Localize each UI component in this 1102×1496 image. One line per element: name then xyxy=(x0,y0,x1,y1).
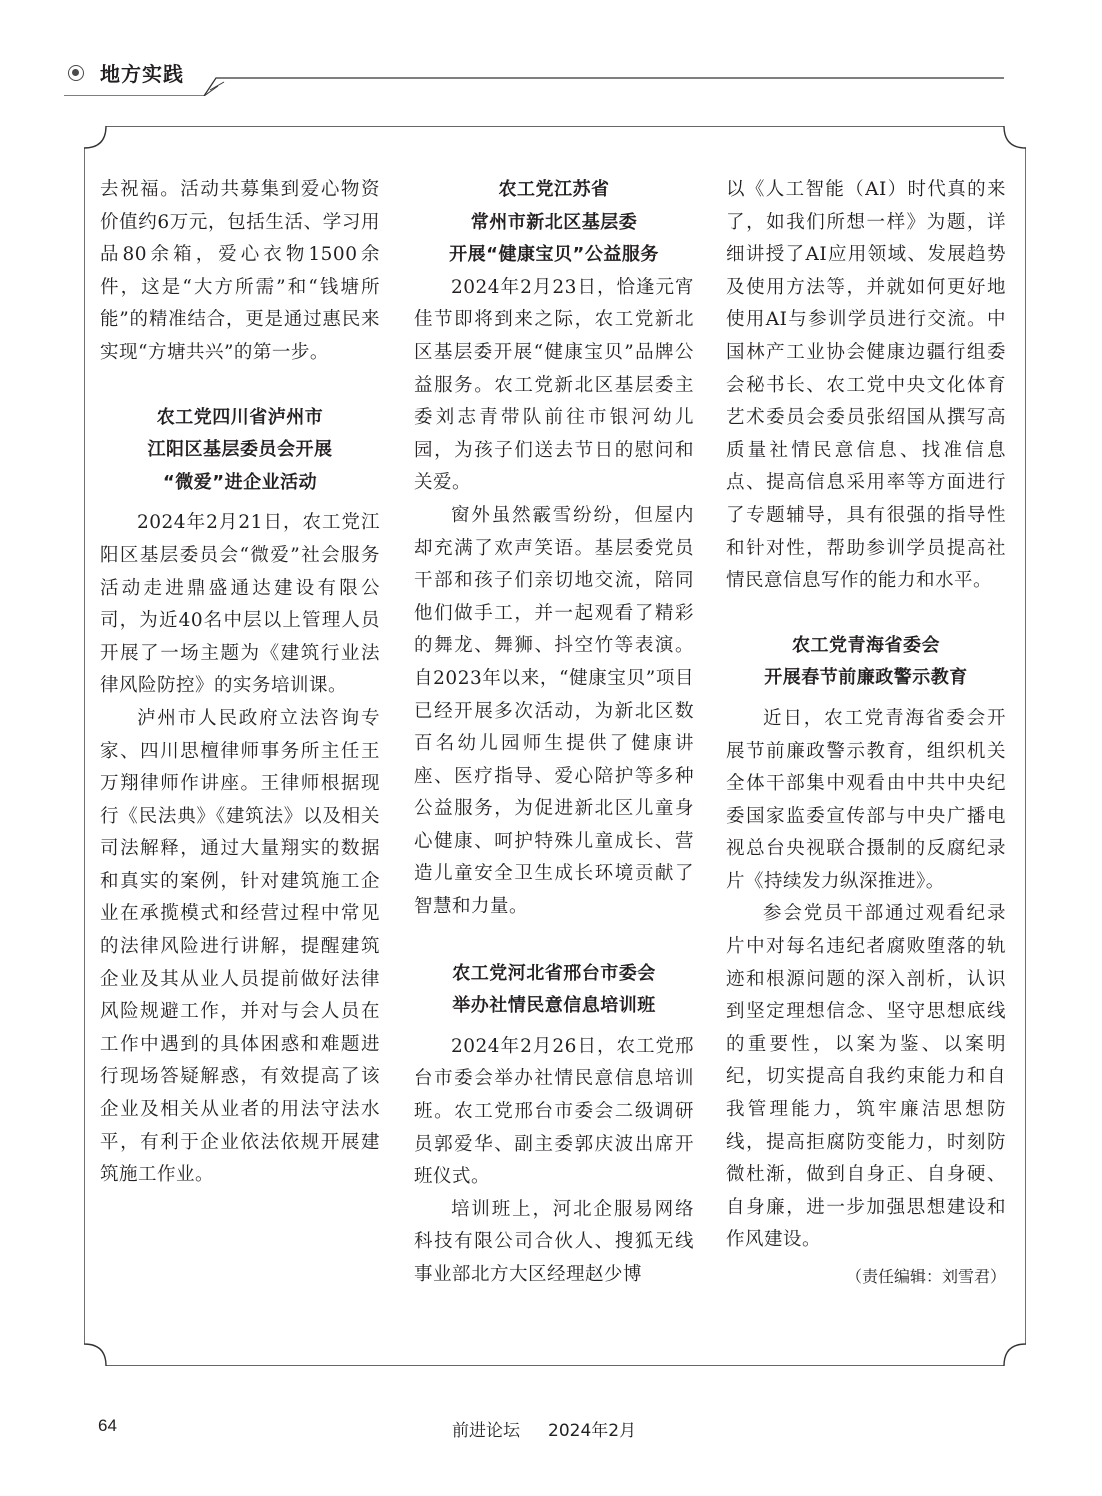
article-paragraph: 泸州市人民政府立法咨询专家、四川思檀律师事务所主任王万翔律师作讲座。王律师根据现行《民法典》《建筑法》以及相关司法解释，通过大量翔实的数据和真实的案例，针对建筑施工企业在承揽模式和经营过程中常见的法律风险进行讲解，提醒建筑企业及其从业人员提前做好法律风险规避工作，并对与会人员在工作中遇到的具体困惑和难题进行现场答疑解惑，有效提高了该企业及相关从业者的用法守法水平，有利于企业依法依规开展建筑施工作业。 xyxy=(100,707,380,1186)
title-line: 常州市新北区基层委 xyxy=(470,211,638,233)
article-paragraph: 窗外虽然霰雪纷纷，但屋内却充满了欢声笑语。基层委党员干部和孩子们亲切地交流，陪同他们做手工，并一起观看了精彩的舞龙、舞狮、抖空竹等表演。自2023年以来，“健康宝贝”项目已经开展多次活动，为新北区数百名幼儿园师生提供了健康讲座、医疗指导、爱心陪护等多种公益服务，为促进新北区儿童身心健康、呵护特殊儿童成长、营造儿童安全卫生成长环境贡献了智慧和力量。 xyxy=(414,504,694,918)
title-line: 举办社情民意信息培训班 xyxy=(452,995,656,1017)
article-paragraph: 近日，农工党青海省委会开展节前廉政警示教育，组织机关全体干部集中观看由中共中央纪委国家监委宣传部与中央广播电视总台央视联合摄制的反腐纪录片《持续发力纵深推进》。 xyxy=(726,707,1006,892)
title-line: 农工党河北省邢台市委会 xyxy=(452,962,656,984)
title-line: 农工党四川省泸州市 xyxy=(156,406,324,428)
title-line: 农工党江苏省 xyxy=(498,179,610,200)
title-line: 农工党青海省委会 xyxy=(792,634,940,656)
title-line: 江阳区基层委员会开展 xyxy=(147,439,333,461)
magazine-name: 前进论坛 xyxy=(452,1421,520,1441)
title-line: 开展春节前廉政警示教育 xyxy=(764,667,968,689)
article-paragraph: 2024年2月21日，农工党江阳区基层委员会“微爱”社会服务活动走进鼎盛通达建设有限公司，为近40名中层以上管理人员开展了一场主题为《建筑行业法律风险防控》的实务培训课。 xyxy=(100,512,380,697)
section-header xyxy=(64,56,1004,96)
section-title: 地方实践 xyxy=(100,62,184,86)
article-title-luzhou xyxy=(100,402,380,500)
article-paragraph: 2024年2月23日，恰逢元宵佳节即将到来之际，农工党新北区基层委开展“健康宝贝”品牌公益服务。农工党新北区基层委主委刘志青带队前往市银河幼儿园，为孩子们送去节日的慰问和关爱。 xyxy=(414,276,694,494)
article-title-xingtai xyxy=(414,958,694,1023)
column-2 xyxy=(414,174,694,1292)
column-3 xyxy=(726,174,1006,1291)
issue-date: 2024年2月 xyxy=(548,1421,637,1441)
target-icon xyxy=(68,65,84,81)
paragraph-continued: 以《人工智能（AI）时代真的来了，如我们所想一样》为题，详细讲授了AI应用领域、发展趋势及使用方法等，并就如何更好地使用AI与参训学员进行交流。中国林产工业协会健康边疆行组委会秘书长、农工党中央文化体育艺术委员会委员张绍国从撰写高质量社情民意信息、找准信息点、提高信息采用率等方面进行了专题辅导，具有很强的指导性和针对性，帮助参训学员提高社情民意信息写作的能力和水平。 xyxy=(726,179,1006,592)
article-paragraph: 2024年2月26日，农工党邢台市委会举办社情民意信息培训班。农工党邢台市委会二级调研员郭爱华、副主委郭庆波出席开班仪式。 xyxy=(414,1035,694,1188)
paragraph-continued: 去祝福。活动共募集到爱心物资价值约6万元，包括生活、学习用品80余箱，爱心衣物1500余件，这是“大方所需”和“钱塘所能”的精准结合，更是通过惠民来实现“方塘共兴”的第一步。 xyxy=(100,179,380,363)
article-title-changzhou xyxy=(414,174,694,272)
title-line: “微爱”进企业活动 xyxy=(162,471,318,493)
header-rule xyxy=(64,56,1004,96)
article-title-qinghai xyxy=(726,630,1006,695)
title-line: 开展“健康宝贝”公益服务 xyxy=(449,244,659,266)
column-1 xyxy=(100,174,380,1192)
article-paragraph: 培训班上，河北企服易网络科技有限公司合伙人、搜狐无线事业部北方大区经理赵少博 xyxy=(414,1198,694,1285)
editor-credit: （责任编辑：刘雪君） xyxy=(845,1267,1006,1286)
article-paragraph: 参会党员干部通过观看纪录片中对每名违纪者腐败堕落的轨迹和根源问题的深入剖析，认识到坚定理想信念、坚守思想底线的重要性，以案为鉴、以案明纪，切实提高自我约束能力和自我管理能力，筑牢廉洁思想防线，提高拒腐防变能力，时刻防微杜渐，做到自身正、自身硬、自身廉，进一步加强思想建设和作风建设。 xyxy=(726,903,1006,1251)
page-number: 64 xyxy=(98,1416,117,1435)
